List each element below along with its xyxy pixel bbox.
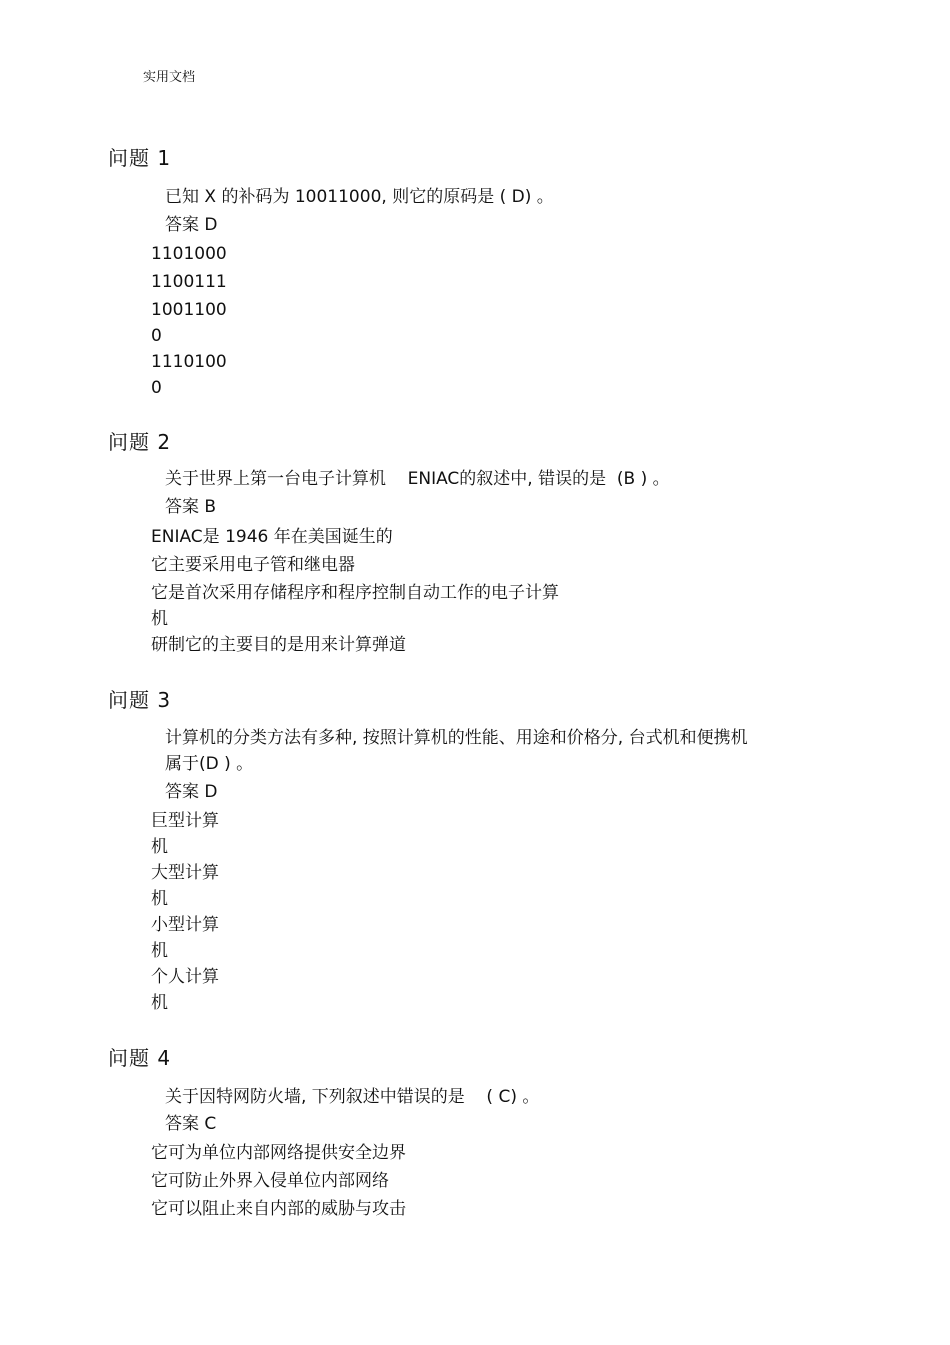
page-header: 实用文档 xyxy=(143,70,196,85)
option-item: 小型计算 机 xyxy=(151,915,219,961)
question-text: 计算机的分类方法有多种, 按照计算机的性能、用途和价格分, 台式机和便携机 xyxy=(165,728,748,748)
option-item: 它可为单位内部网络提供安全边界 xyxy=(151,1143,406,1163)
answer-line: 答案 D xyxy=(165,782,218,802)
answer-line: 答案 B xyxy=(165,497,217,517)
option-item: 研制它的主要目的是用来计算弹道 xyxy=(151,635,406,655)
question-title: 问题 1 xyxy=(108,146,172,170)
question-text: 关于因特网防火墙, 下列叙述中错误的是 ( C) 。 xyxy=(165,1087,540,1107)
question-title: 问题 3 xyxy=(108,688,172,712)
question-text: 已知 X 的补码为 10011000, 则它的原码是 ( D) 。 xyxy=(165,187,554,207)
question-title: 问题 2 xyxy=(108,430,172,454)
option-item: 1001100 0 xyxy=(151,300,227,346)
option-item: 1100111 xyxy=(151,272,227,292)
question-text: 关于世界上第一台电子计算机 ENIAC的叙述中, 错误的是 (B ) 。 xyxy=(165,469,670,489)
option-item: 1110100 0 xyxy=(151,352,227,398)
question-title: 问题 4 xyxy=(108,1046,172,1070)
question-text: 属于(D ) 。 xyxy=(165,754,254,774)
option-item: 它是首次采用存储程序和程序控制自动工作的电子计算 机 xyxy=(151,583,559,629)
option-item: 它可以阻止来自内部的威胁与攻击 xyxy=(151,1199,406,1219)
option-item: ENIAC是 1946 年在美国诞生的 xyxy=(151,527,393,547)
answer-line: 答案 D xyxy=(165,215,218,235)
option-item: 它可防止外界入侵单位内部网络 xyxy=(151,1171,389,1191)
option-item: 它主要采用电子管和继电器 xyxy=(151,555,355,575)
option-item: 个人计算 机 xyxy=(151,967,219,1013)
option-item: 巨型计算 机 xyxy=(151,811,219,857)
answer-line: 答案 C xyxy=(165,1114,217,1134)
option-item: 1101000 xyxy=(151,244,227,264)
option-item: 大型计算 机 xyxy=(151,863,219,909)
